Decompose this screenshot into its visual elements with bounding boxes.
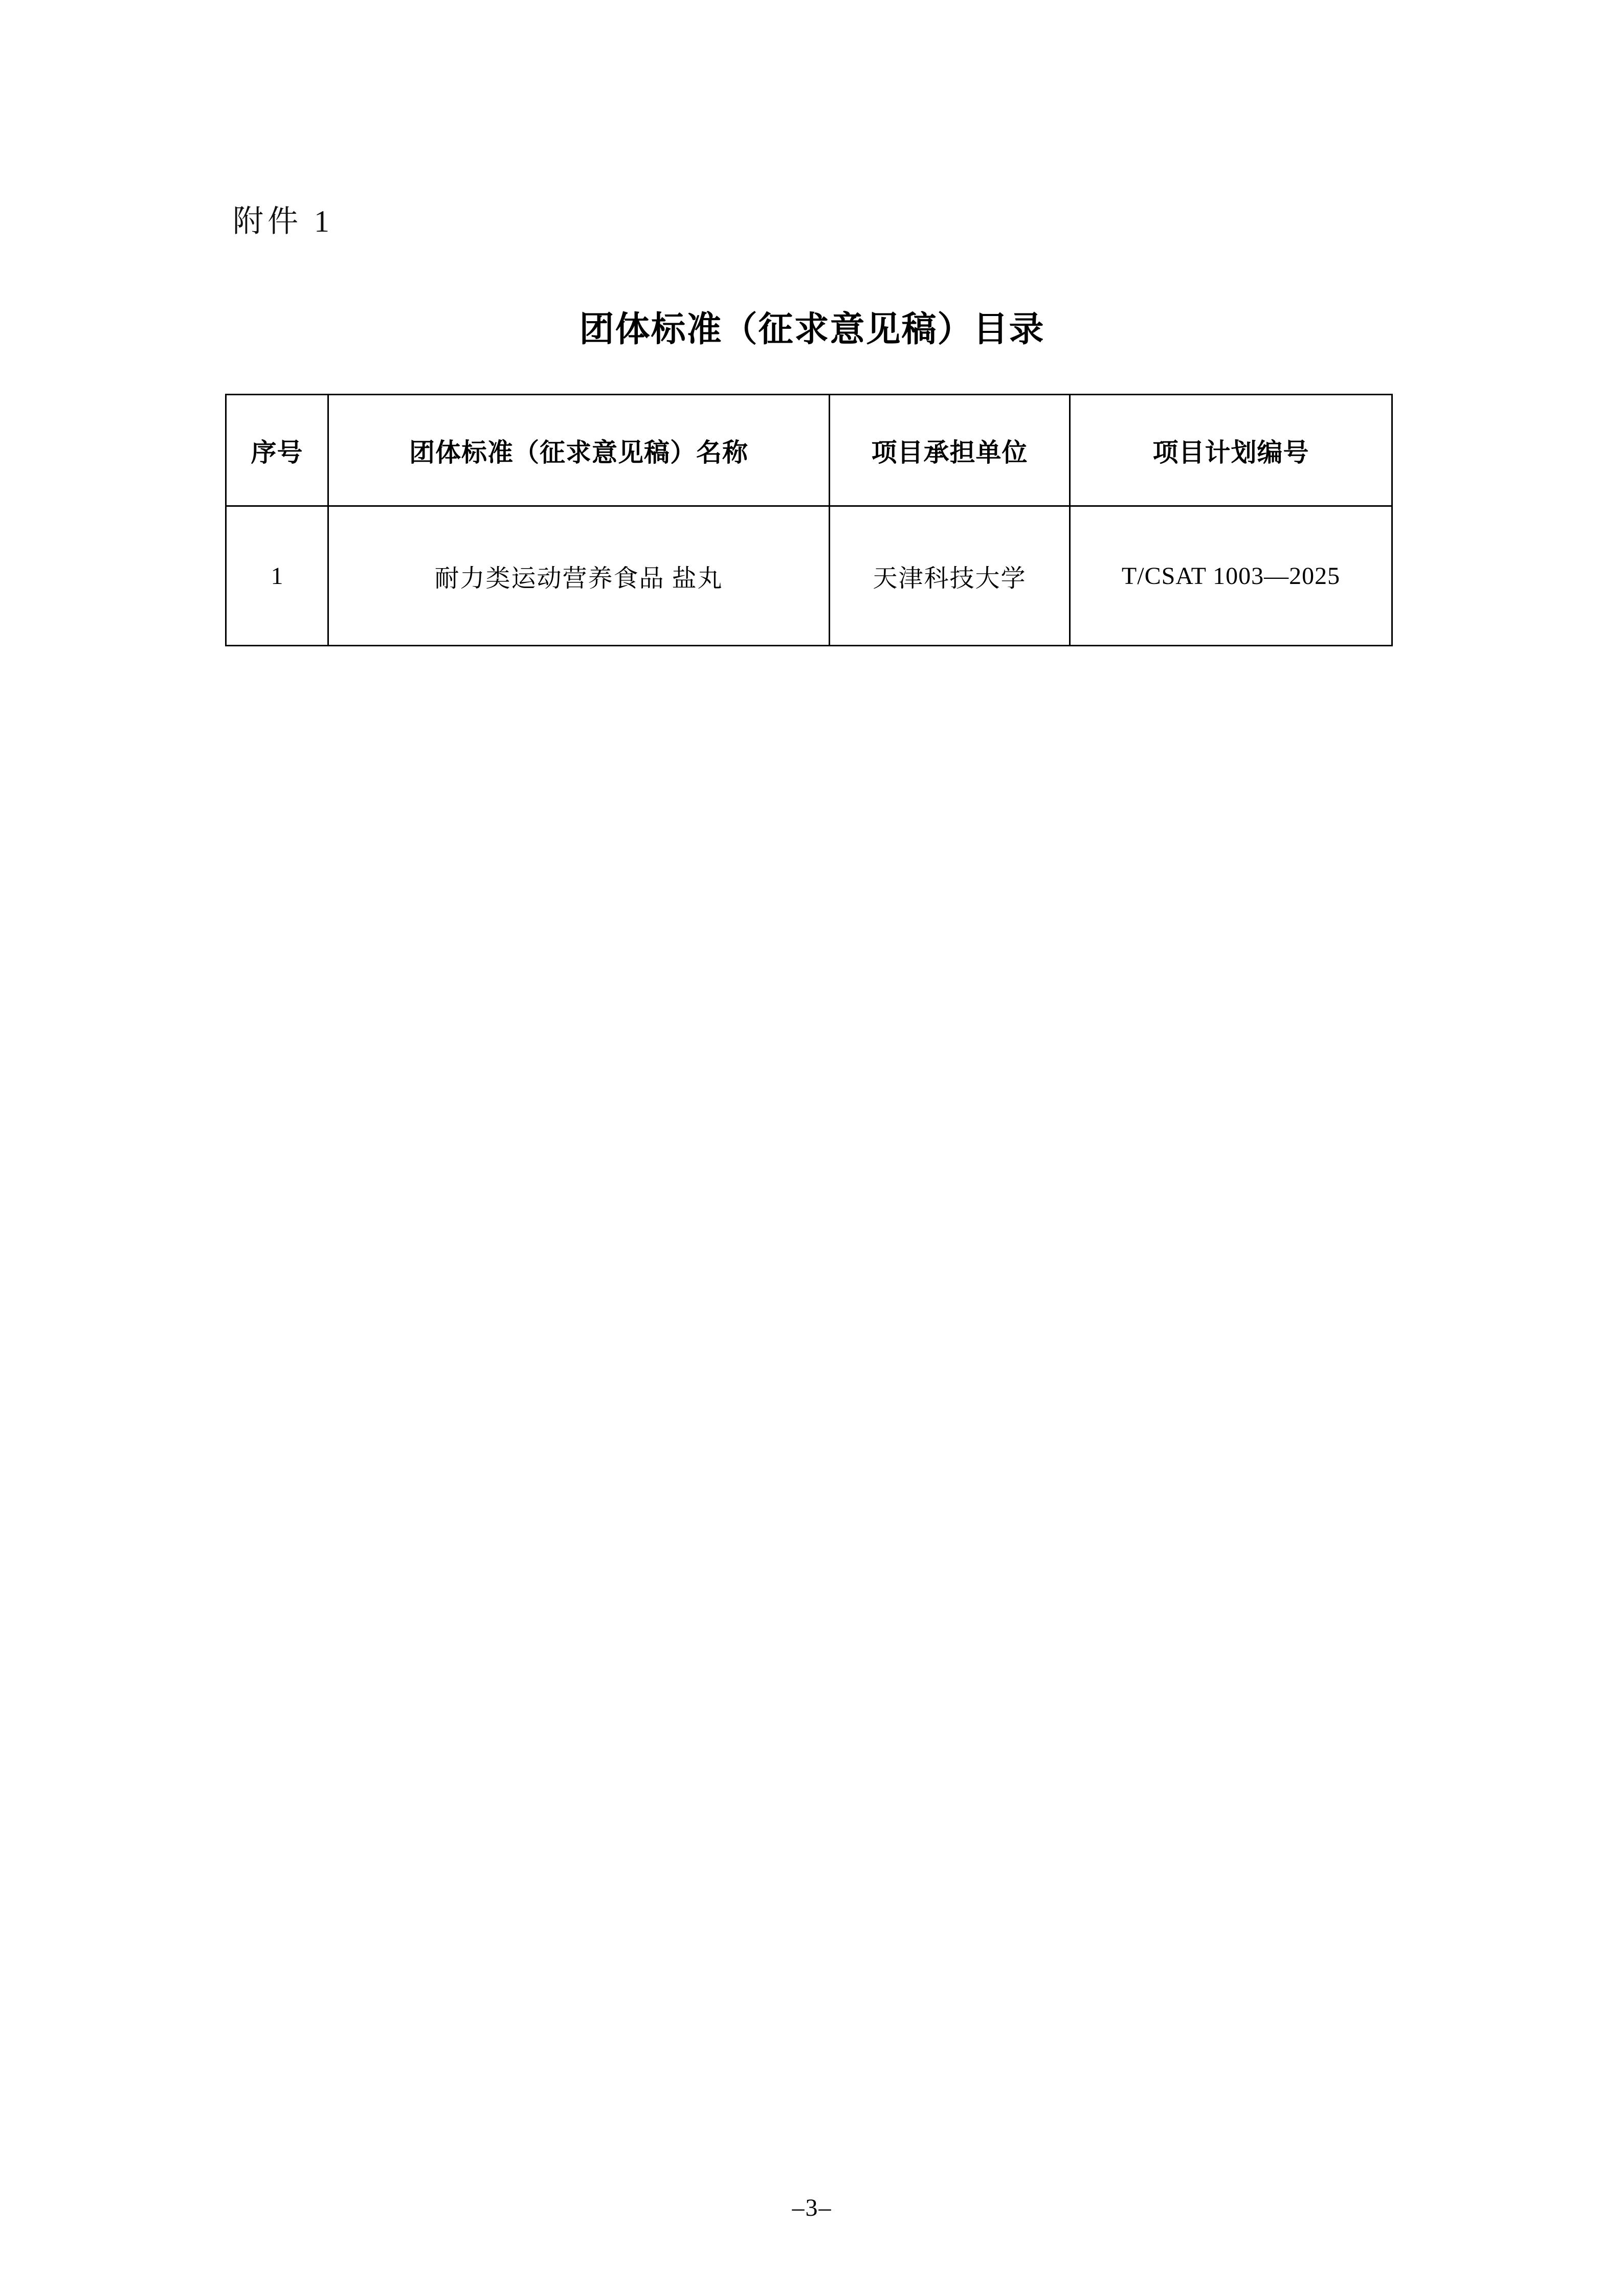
column-header-name: 团体标准（征求意见稿）名称 [328,395,830,506]
page-number: –3– [792,2194,832,2221]
cell-plan-code: T/CSAT 1003—2025 [1070,506,1392,646]
cell-seq: 1 [226,506,328,646]
column-header-code: 项目计划编号 [1070,395,1392,506]
cell-standard-name: 耐力类运动营养食品 盐丸 [328,506,830,646]
table-header-row [226,395,1392,506]
cell-undertaking-unit: 天津科技大学 [830,506,1070,646]
page-title: 团体标准（征求意见稿）目录 [579,310,1045,349]
catalog-table [225,394,1393,646]
column-header-seq: 序号 [226,395,328,506]
catalog-table-wrapper [225,394,1391,646]
column-header-unit: 项目承担单位 [830,395,1070,506]
attachment-label: 附件 1 [233,205,333,238]
table-row [226,506,1392,646]
